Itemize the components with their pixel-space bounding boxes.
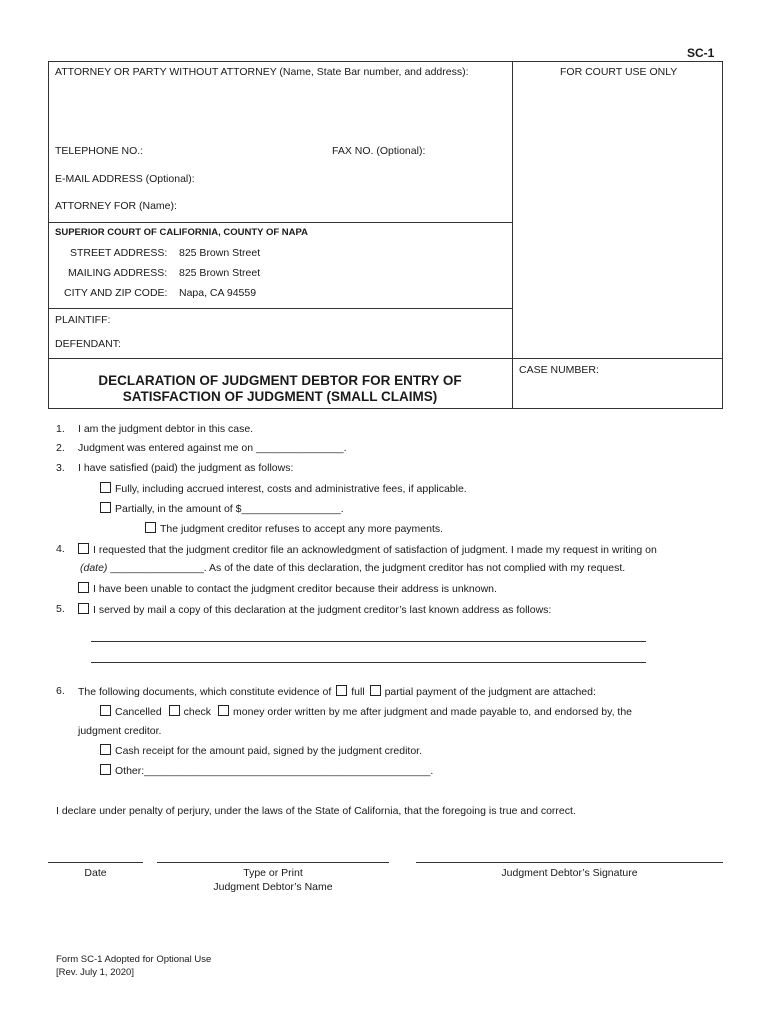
address-line-1[interactable] bbox=[91, 641, 646, 642]
plaintiff-label: PLAINTIFF: bbox=[55, 314, 111, 326]
court-use-label: FOR COURT USE ONLY bbox=[560, 66, 678, 78]
caption-divider bbox=[512, 61, 513, 409]
email-label: E-MAIL ADDRESS (Optional): bbox=[55, 173, 195, 185]
item-3c bbox=[145, 522, 443, 535]
requested-checkbox[interactable] bbox=[78, 543, 89, 554]
signature-label: Judgment Debtor’s Signature bbox=[501, 867, 638, 879]
partial-checkbox[interactable] bbox=[370, 685, 381, 696]
form-title-line1: DECLARATION OF JUDGMENT DEBTOR FOR ENTRY OF bbox=[98, 373, 462, 388]
unable-contact-checkbox[interactable] bbox=[78, 582, 89, 593]
item-6-text: The following documents, which constitute evidence of bbox=[78, 686, 332, 698]
item-6c-text: Other:_________________________________________________. bbox=[115, 765, 434, 777]
mailing-address-label: MAILING ADDRESS: bbox=[68, 267, 168, 279]
street-address-value: 825 Brown Street bbox=[179, 247, 261, 259]
case-number-label: CASE NUMBER: bbox=[519, 364, 599, 376]
item-3b bbox=[100, 502, 344, 515]
attorney-for-label: ATTORNEY FOR (Name): bbox=[55, 200, 177, 212]
mailing-address-value: 825 Brown Street bbox=[179, 267, 261, 279]
item-4-text: I requested that the judgment creditor file an acknowledgment of satisfaction of judgment. I made my request in writing on bbox=[93, 544, 657, 556]
date-label: Date bbox=[84, 867, 107, 879]
city-zip-value: Napa, CA 94559 bbox=[179, 287, 257, 299]
other-checkbox[interactable] bbox=[100, 764, 111, 775]
item-1-number: 1. bbox=[56, 423, 65, 435]
item-6a bbox=[100, 705, 632, 718]
item-6-number: 6. bbox=[56, 685, 65, 697]
refuses-checkbox[interactable] bbox=[145, 522, 156, 533]
item-5 bbox=[78, 603, 551, 616]
check-checkbox[interactable] bbox=[169, 705, 180, 716]
item-6a-cont: judgment creditor. bbox=[78, 725, 162, 737]
partially-checkbox[interactable] bbox=[100, 502, 111, 513]
item-6b-text: Cash receipt for the amount paid, signed by the judgment creditor. bbox=[115, 745, 423, 757]
defendant-label: DEFENDANT: bbox=[55, 338, 121, 350]
fully-checkbox[interactable] bbox=[100, 482, 111, 493]
caption-bottom-border bbox=[48, 408, 723, 409]
item-5-text: I served by mail a copy of this declaration at the judgment creditor’s last known address as follows: bbox=[93, 604, 552, 616]
item-6c bbox=[100, 764, 433, 777]
cancelled-checkbox[interactable] bbox=[100, 705, 111, 716]
court-name: SUPERIOR COURT OF CALIFORNIA, COUNTY OF NAPA bbox=[55, 227, 308, 238]
item-2-number: 2. bbox=[56, 442, 65, 454]
item-4-number: 4. bbox=[56, 543, 65, 555]
served-mail-checkbox[interactable] bbox=[78, 603, 89, 614]
item-4-cont: ________________. As of the date of this declaration, the judgment creditor has not complied with my request. bbox=[110, 562, 626, 574]
item-6-partial: partial payment of the judgment are attached: bbox=[384, 686, 596, 698]
parties-section-border bbox=[48, 308, 513, 309]
item-6a-cancelled: Cancelled bbox=[115, 706, 162, 718]
item-4b bbox=[78, 582, 497, 595]
declaration-text: I declare under penalty of perjury, under the laws of the State of California, that the foregoing is true and correct. bbox=[56, 805, 576, 817]
item-3a-text: Fully, including accrued interest, costs and administrative fees, if applicable. bbox=[115, 483, 467, 495]
item-3c-text: The judgment creditor refuses to accept any more payments. bbox=[160, 523, 444, 535]
attorney-label: ATTORNEY OR PARTY WITHOUT ATTORNEY (Name, State Bar number, and address): bbox=[55, 66, 469, 78]
full-checkbox[interactable] bbox=[336, 685, 347, 696]
item-6b bbox=[100, 744, 422, 757]
money-order-checkbox[interactable] bbox=[218, 705, 229, 716]
item-3a bbox=[100, 482, 467, 495]
debtor-name-label: Judgment Debtor’s Name bbox=[213, 881, 333, 893]
form-id: SC-1 bbox=[687, 46, 715, 60]
date-signature-line[interactable] bbox=[48, 862, 143, 863]
item-3b-text: Partially, in the amount of $_________________. bbox=[115, 503, 344, 515]
fax-label: FAX NO. (Optional): bbox=[332, 145, 426, 157]
item-1-text: I am the judgment debtor in this case. bbox=[78, 423, 254, 435]
caption-left-border bbox=[48, 61, 49, 409]
city-zip-label: CITY AND ZIP CODE: bbox=[64, 287, 168, 299]
cash-receipt-checkbox[interactable] bbox=[100, 744, 111, 755]
caption-right-border bbox=[722, 61, 723, 409]
item-2-text: Judgment was entered against me on _______________. bbox=[78, 442, 347, 454]
item-6 bbox=[78, 685, 596, 698]
item-4-date-line bbox=[80, 562, 625, 574]
caption-top-border bbox=[48, 61, 723, 62]
footer-form-adopted: Form SC-1 Adopted for Optional Use bbox=[56, 954, 212, 965]
telephone-label: TELEPHONE NO.: bbox=[55, 145, 144, 157]
title-section-border bbox=[48, 358, 723, 359]
item-4 bbox=[78, 543, 657, 556]
form-title-line2: SATISFACTION OF JUDGMENT (SMALL CLAIMS) bbox=[122, 389, 438, 404]
address-line-2[interactable] bbox=[91, 662, 646, 663]
item-6a-money: money order written by me after judgment and made payable to, and endorsed by, the bbox=[232, 706, 633, 718]
item-3-text: I have satisfied (paid) the judgment as follows: bbox=[78, 462, 294, 474]
street-address-label: STREET ADDRESS: bbox=[70, 247, 168, 259]
item-6-full: full bbox=[351, 686, 365, 698]
item-5-number: 5. bbox=[56, 603, 65, 615]
footer-revision: [Rev. July 1, 2020] bbox=[56, 967, 134, 978]
item-4b-text: I have been unable to contact the judgment creditor because their address is unknown. bbox=[93, 583, 497, 595]
item-3-number: 3. bbox=[56, 462, 65, 474]
type-print-label: Type or Print bbox=[243, 867, 303, 879]
name-signature-line[interactable] bbox=[157, 862, 389, 863]
item-6a-check: check bbox=[183, 706, 212, 718]
court-section-border bbox=[48, 222, 513, 223]
debtor-signature-line[interactable] bbox=[416, 862, 723, 863]
item-4-date-label: (date) bbox=[80, 562, 108, 574]
